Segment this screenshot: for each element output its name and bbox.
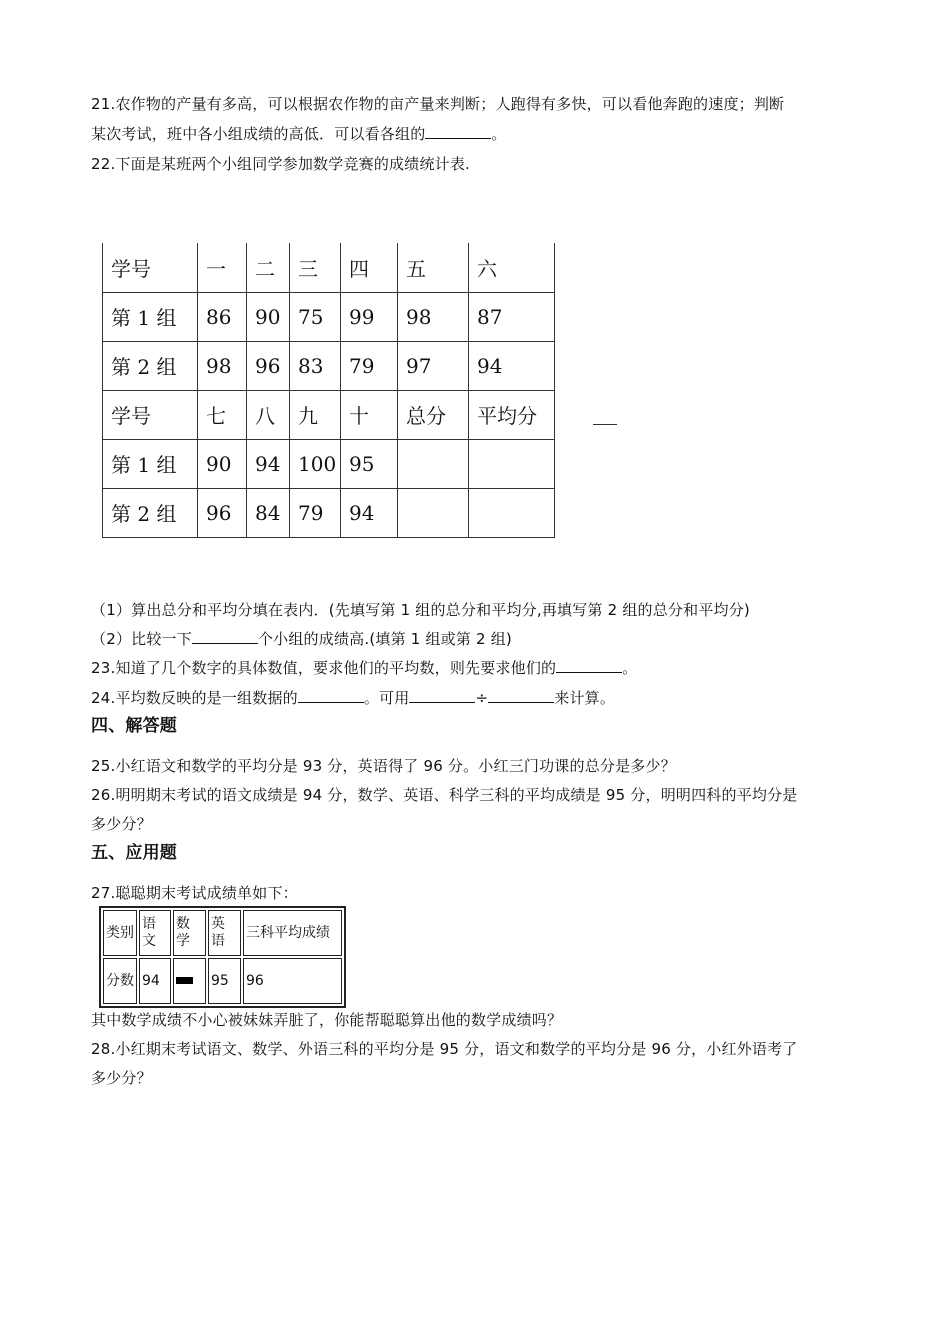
- table-row: [103, 292, 555, 341]
- table-cell: [469, 488, 555, 537]
- q22-sub2: [91, 629, 512, 649]
- q26-line2: 多少分？: [91, 815, 152, 833]
- table-row: [103, 243, 555, 292]
- table-dash: [593, 424, 617, 425]
- grade-table: [99, 906, 346, 1008]
- score-table: [102, 243, 555, 538]
- q28-line1: 28.小红期末考试语文、数学、外语三科的平均分是 95 分，语文和数学的平均分是 96 分，小红外语考了: [91, 1040, 798, 1058]
- table-cell: 84: [247, 488, 290, 537]
- row-label: 第 2 组: [103, 341, 198, 390]
- table-cell: [398, 439, 469, 488]
- table-cell: 七: [198, 390, 247, 439]
- table-cell: 90: [247, 292, 290, 341]
- answer-blank: [425, 124, 491, 139]
- table-cell: 79: [290, 488, 341, 537]
- q21-prefix: 某次考试，班中各小组成绩的高低．可以看各组的: [91, 125, 426, 143]
- table-cell: 79: [341, 341, 398, 390]
- answer-blank: [488, 688, 554, 703]
- table-cell: 90: [198, 439, 247, 488]
- table-cell: 95: [341, 439, 398, 488]
- table-cell: 94: [341, 488, 398, 537]
- table-cell: 94: [469, 341, 555, 390]
- header-chinese: 语文: [139, 910, 171, 956]
- table-cell: 五: [398, 243, 469, 292]
- row-label: 第 1 组: [103, 292, 198, 341]
- table-cell: 98: [198, 341, 247, 390]
- ink-smudge: [176, 977, 193, 984]
- table-row: [103, 390, 555, 439]
- table-cell: 96: [198, 488, 247, 537]
- row-label: 学号: [103, 390, 198, 439]
- q27-after: 其中数学成绩不小心被妹妹弄脏了，你能帮聪聪算出他的数学成绩吗？: [91, 1011, 563, 1029]
- answer-blank: [298, 688, 364, 703]
- q23-prefix: 23.知道了几个数字的具体数值，要求他们的平均数，则先要求他们的: [91, 659, 557, 677]
- table-cell: 96: [247, 341, 290, 390]
- q23-suffix: 。: [622, 659, 638, 677]
- q27-intro: 27.聪聪期末考试成绩单如下：: [91, 884, 298, 902]
- section-4-title: 四、解答题: [91, 716, 177, 736]
- row-label: 学号: [103, 243, 198, 292]
- q21-line2: [91, 124, 507, 144]
- table-cell: 九: [290, 390, 341, 439]
- row-label: 第 1 组: [103, 439, 198, 488]
- answer-blank: [556, 658, 622, 673]
- table-cell: [398, 488, 469, 537]
- table-cell: 二: [247, 243, 290, 292]
- table-cell: 三: [290, 243, 341, 292]
- row-label-score: 分数: [103, 958, 137, 1004]
- score-chinese: 94: [139, 958, 171, 1004]
- q22-sub2-suffix: 个小组的成绩高.(填第 1 组或第 2 组): [257, 630, 512, 648]
- header-math: 数学: [173, 910, 206, 956]
- table-cell: 六: [469, 243, 555, 292]
- answer-blank: [409, 688, 475, 703]
- q24-divide: ÷: [475, 689, 489, 707]
- q22-sub2-prefix: （2）比较一下: [91, 630, 192, 648]
- table-cell: 十: [341, 390, 398, 439]
- q24-suffix: 来计算。: [554, 689, 616, 707]
- table-cell: [469, 439, 555, 488]
- score-english: 95: [208, 958, 241, 1004]
- table-cell: 平均分: [469, 390, 555, 439]
- table-cell: 100: [290, 439, 341, 488]
- score-math-smudged: [173, 958, 206, 1004]
- section-5-title: 五、应用题: [91, 843, 177, 863]
- header-english: 英语: [208, 910, 241, 956]
- q24-line: [91, 688, 615, 708]
- table-cell: 87: [469, 292, 555, 341]
- table-cell: 83: [290, 341, 341, 390]
- score-average: 96: [243, 958, 342, 1004]
- table-cell: 97: [398, 341, 469, 390]
- q25-text: 25.小红语文和数学的平均分是 93 分，英语得了 96 分。小红三门功课的总分是多少？: [91, 757, 676, 775]
- table-cell: 99: [341, 292, 398, 341]
- row-label: 第 2 组: [103, 488, 198, 537]
- q21-suffix: 。: [491, 125, 507, 143]
- table-cell: 86: [198, 292, 247, 341]
- table-cell: 四: [341, 243, 398, 292]
- table-cell: 八: [247, 390, 290, 439]
- table-row: [103, 341, 555, 390]
- q24-prefix: 24.平均数反映的是一组数据的: [91, 689, 298, 707]
- table-cell: 98: [398, 292, 469, 341]
- q22-sub1: （1）算出总分和平均分填在表内．(先填写第 1 组的总分和平均分,再填写第 2 组的总分和平均分): [91, 601, 750, 619]
- table-cell: 75: [290, 292, 341, 341]
- q23-line: [91, 658, 637, 678]
- q22-intro: 22.下面是某班两个小组同学参加数学竞赛的成绩统计表.: [91, 155, 471, 173]
- q24-middle: 。可用: [363, 689, 410, 707]
- header-category: 类别: [103, 910, 137, 956]
- table-row: [103, 439, 555, 488]
- q26-line1: 26.明明期末考试的语文成绩是 94 分，数学、英语、科学三科的平均成绩是 95 分，明明四科的平均分是: [91, 786, 798, 804]
- answer-blank: [192, 629, 258, 644]
- table-cell: 总分: [398, 390, 469, 439]
- table-cell: 94: [247, 439, 290, 488]
- table-cell: 一: [198, 243, 247, 292]
- q28-line2: 多少分？: [91, 1069, 152, 1087]
- header-average: 三科平均成绩: [243, 910, 342, 956]
- table-row: [103, 488, 555, 537]
- q21-line1: 21.农作物的产量有多高，可以根据农作物的亩产量来判断；人跑得有多快，可以看他奔跑的速度；判断: [91, 95, 785, 113]
